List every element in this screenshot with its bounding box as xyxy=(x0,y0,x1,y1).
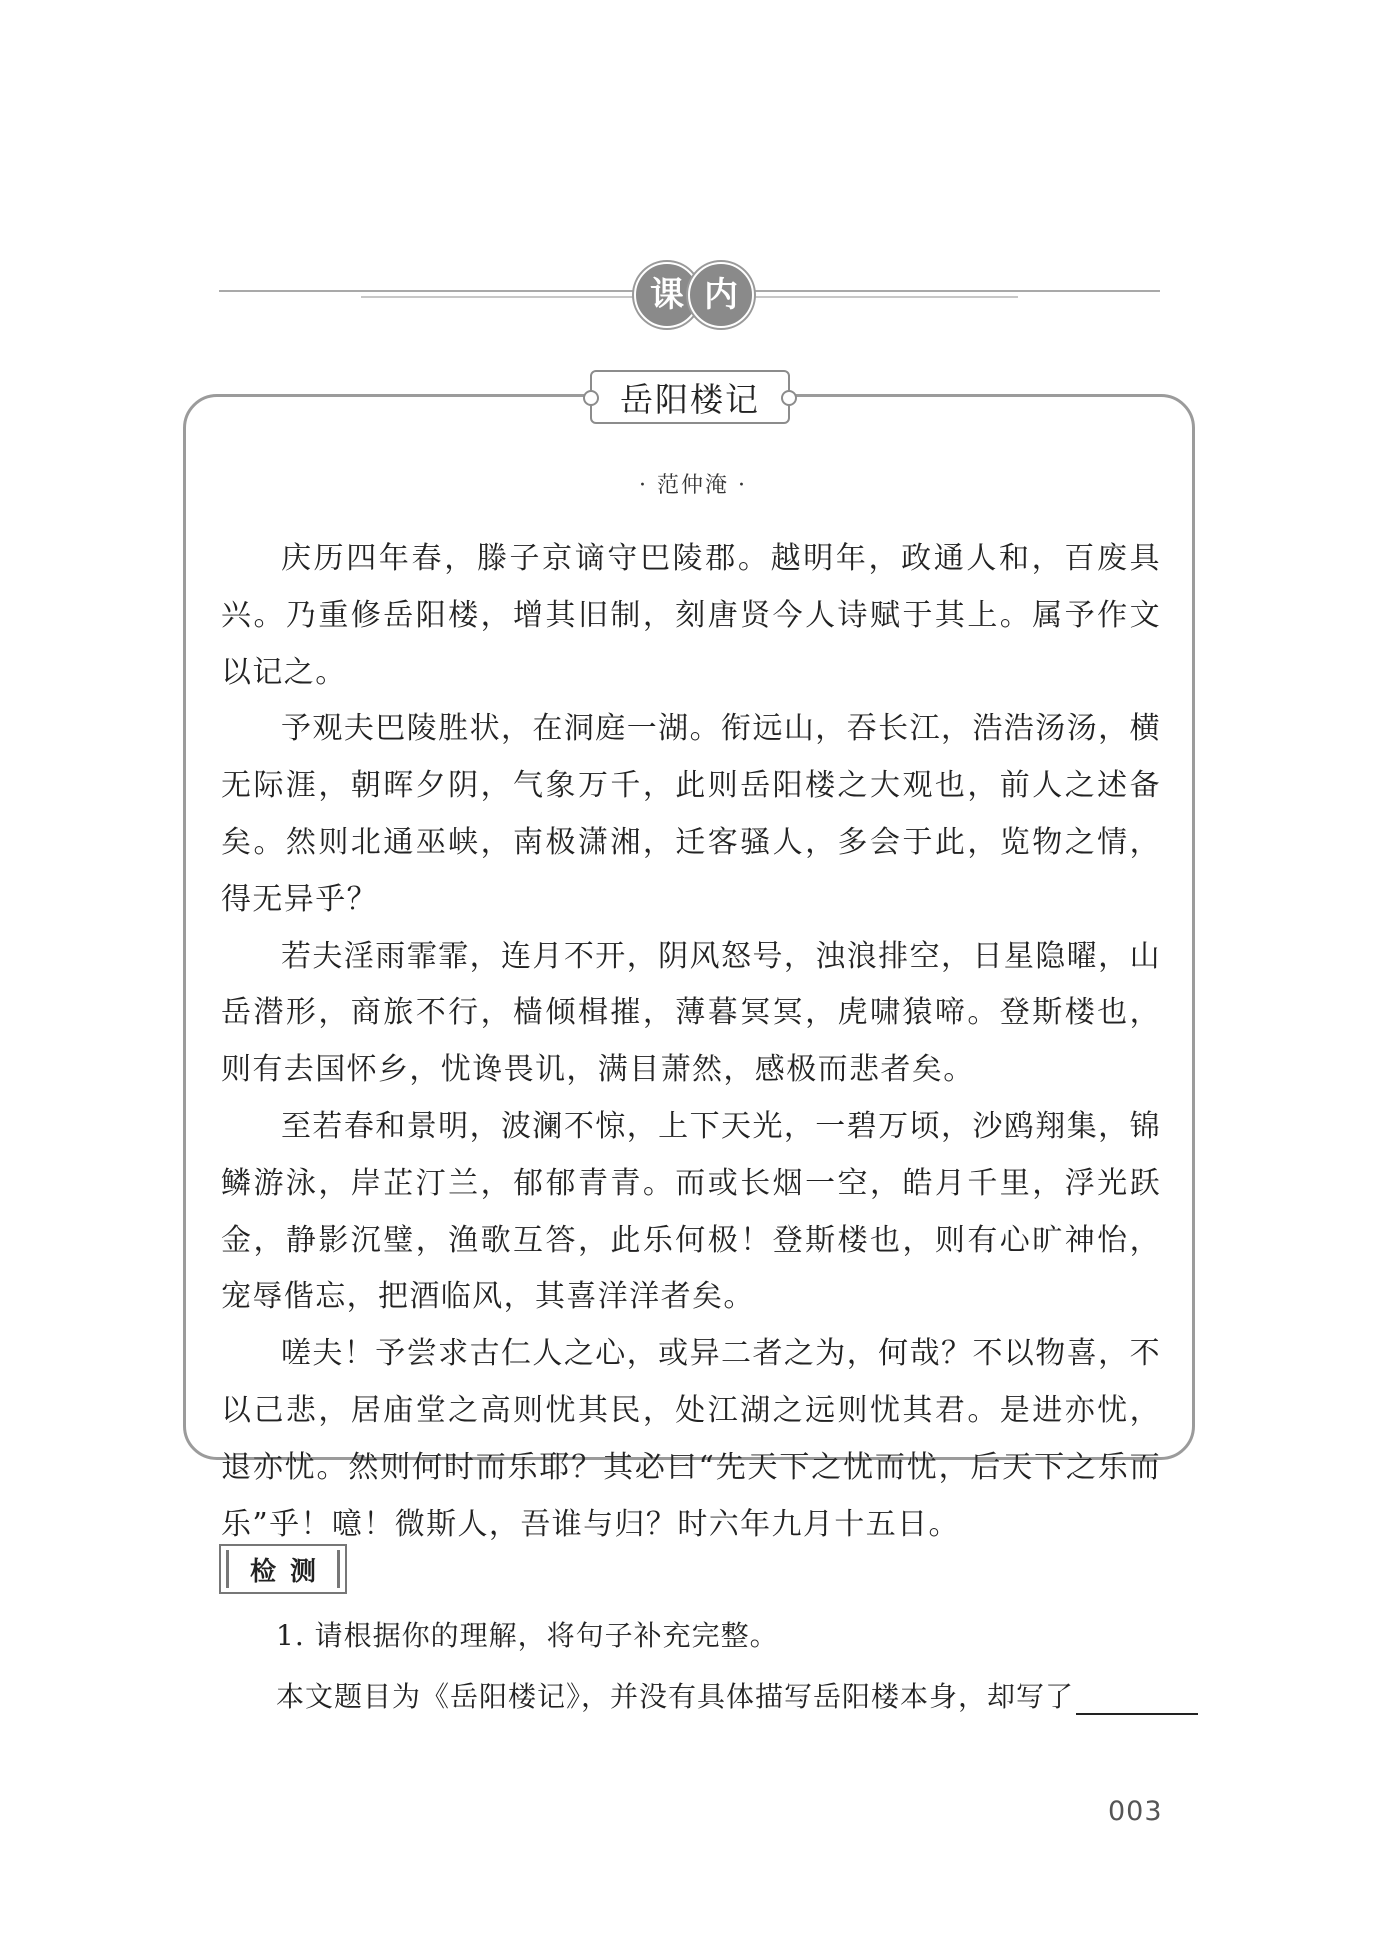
answer-blank[interactable] xyxy=(1076,1685,1198,1715)
badge-char-2: 内 xyxy=(688,262,754,328)
paragraph: 至若春和景明，波澜不惊，上下天光，一碧万顷，沙鸥翔集，锦鳞游泳，岸芷汀兰，郁郁青青。而或长烟一空，皓月千里，浮光跃金，静影沉璧，渔歌互答，此乐何极！登斯楼也，则有心旷神怡，宠辱偕忘，把酒临风，其喜洋洋者矣。 xyxy=(221,1108,1161,1315)
section-badge xyxy=(634,262,752,328)
paragraph: 庆历四年春，滕子京谪守巴陵郡。越明年，政通人和，百废具兴。乃重修岳阳楼，增其旧制，刻唐贤今人诗赋于其上。属予作文以记之。 xyxy=(221,541,1161,690)
paragraph: 嗟夫！予尝求古仁人之心，或异二者之为，何哉？不以物喜，不以己悲，居庙堂之高则忧其民，处江湖之远则忧其君。是进亦忧，退亦忧。然则何时而乐耶？其必曰“先天下之忧而忧，后天下之乐而乐”乎！噫！微斯人，吾谁与归？时六年九月十五日。 xyxy=(221,1336,1161,1542)
paragraph: 若夫淫雨霏霏，连月不开，阴风怒号，浊浪排空，日星隐曜，山岳潜形，商旅不行，樯倾楫摧，薄暮冥冥，虎啸猿啼。登斯楼也，则有去国怀乡，忧谗畏讥，满目萧然，感极而悲者矣。 xyxy=(221,938,1161,1088)
question-1-text: 本文题目为《岳阳楼记》，并没有具体描写岳阳楼本身，却写了 xyxy=(276,1680,1075,1713)
badge-char-1: 课 xyxy=(634,262,700,328)
question-1: 1. 请根据你的理解，将句子补充完整。 xyxy=(276,1619,779,1652)
article-body xyxy=(221,531,1161,1553)
page-number: 003 xyxy=(1108,1796,1163,1827)
test-section-label xyxy=(219,1544,347,1594)
question-1-body xyxy=(276,1675,1198,1715)
article-title: 岳阳楼记 xyxy=(620,379,760,419)
article-title-plate xyxy=(590,370,790,424)
paragraph: 予观夫巴陵胜状，在洞庭一湖。衔远山，吞长江，浩浩汤汤，横无际涯，朝晖夕阴，气象万千，此则岳阳楼之大观也，前人之述备矣。然则北通巫峡，南极潇湘，迁客骚人，多会于此，览物之情，得无异乎？ xyxy=(221,711,1161,917)
article-author: · 范仲淹 · xyxy=(639,473,747,498)
test-label-text: 检测 xyxy=(249,1556,330,1587)
